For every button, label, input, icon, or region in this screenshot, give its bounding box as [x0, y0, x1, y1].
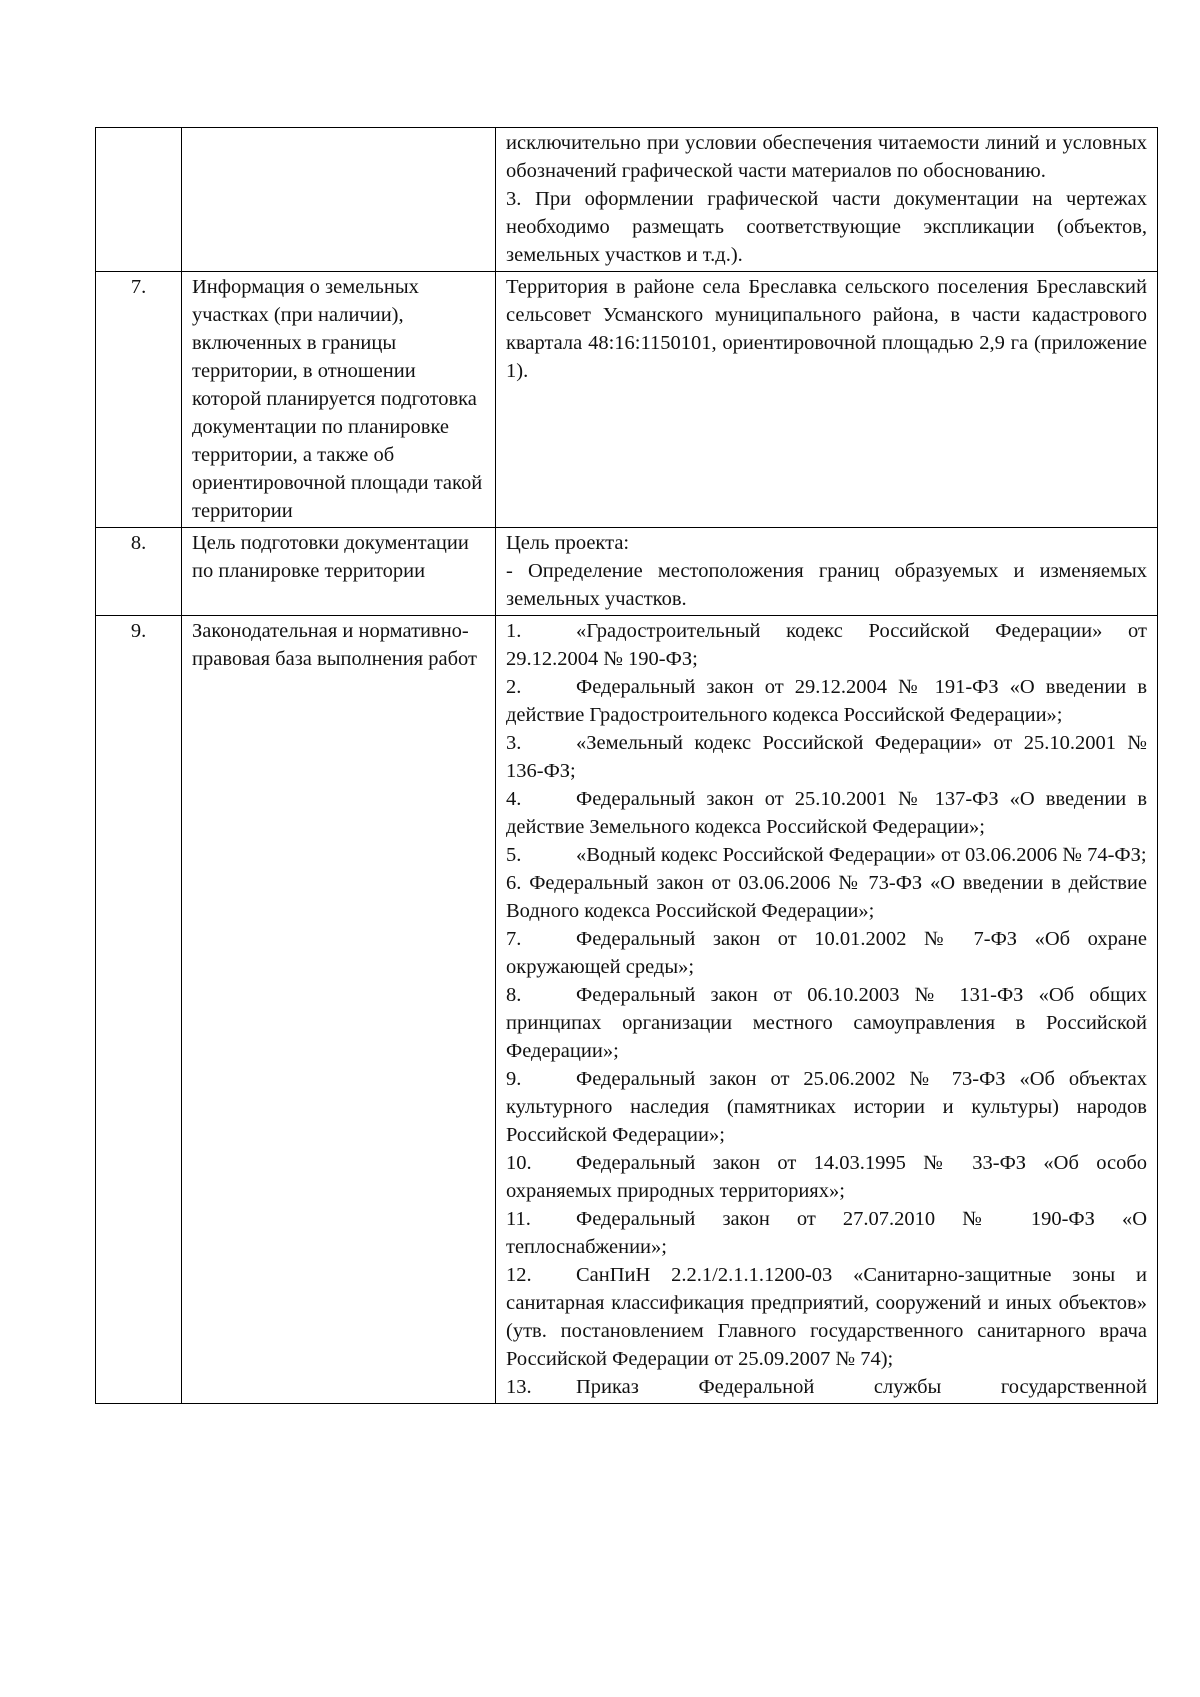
document-page	[95, 127, 1157, 1404]
law-item-text: Федеральный закон от 25.06.2002 № 73-ФЗ «Об объектах культурного наследия (памятниках истории и культуры) народов Российской Федерации»;	[506, 1068, 1147, 1146]
law-list-item	[506, 1065, 1147, 1149]
law-item-number: 10.	[506, 1152, 532, 1174]
law-item-number: 7.	[506, 928, 522, 950]
law-list-item	[506, 617, 1147, 673]
law-list-item	[506, 981, 1147, 1065]
law-item-text: Федеральный закон от 27.07.2010 № 190-ФЗ «О теплоснабжении»;	[506, 1208, 1147, 1258]
law-item-text: «Земельный кодекс Российской Федерации» от 25.10.2001 № 136-ФЗ;	[506, 732, 1147, 782]
law-list-item	[506, 1149, 1147, 1205]
law-list-item	[506, 841, 1147, 869]
law-item-number: 13.	[506, 1376, 532, 1398]
law-item-number: 2.	[506, 676, 522, 698]
row-content	[496, 272, 1158, 528]
law-item-text: 6. Федеральный закон от 03.06.2006 № 73-ФЗ «О введении в действие Водного кодекса Российской Федерации»;	[506, 872, 1147, 922]
row-number: 7.	[96, 272, 182, 528]
row-number: 9.	[96, 616, 182, 1404]
content-paragraph: 3. При оформлении графической части документации на чертежах необходимо размещать соответствующие экспликации (объектов, земельных участков и т.д.).	[506, 188, 1147, 266]
content-paragraph: - Определение местоположения границ образуемых и изменяемых земельных участков.	[506, 560, 1147, 610]
law-item-text: «Градостроительный кодекс Российской Федерации» от 29.12.2004 № 190-ФЗ;	[506, 620, 1147, 670]
law-list-item	[506, 869, 1147, 925]
table-body	[96, 128, 1158, 1404]
row-parameter	[182, 128, 496, 272]
law-item-number: 1.	[506, 620, 522, 642]
law-item-number: 3.	[506, 732, 522, 754]
table-row	[96, 128, 1158, 272]
law-item-text: Федеральный закон от 25.10.2001 № 137-ФЗ «О введении в действие Земельного кодекса Российской Федерации»;	[506, 788, 1147, 838]
law-item-text: СанПиН 2.2.1/2.1.1.1200-03 «Санитарно-защитные зоны и санитарная классификация предприятий, сооружений и иных объектов» (утв. постановлением Главного государственного санитарного врача Российской Федерации от 25.09.2007 № 74);	[506, 1264, 1147, 1370]
law-list-item	[506, 785, 1147, 841]
row-parameter: Цель подготовки документации по планировке территории	[182, 528, 496, 616]
law-list-item	[506, 729, 1147, 785]
law-list-item	[506, 1373, 1147, 1401]
law-item-number: 8.	[506, 984, 522, 1006]
law-item-number: 11.	[506, 1208, 531, 1230]
row-number: 8.	[96, 528, 182, 616]
law-item-text: Федеральный закон от 29.12.2004 № 191-ФЗ «О введении в действие Градостроительного кодекса Российской Федерации»;	[506, 676, 1147, 726]
content-paragraph: Территория в районе села Бреславка сельского поселения Бреславский сельсовет Усманского муниципального района, в части кадастрового квартала 48:16:1150101, ориентировочной площадью 2,9 га (приложение 1).	[506, 276, 1147, 382]
law-list	[496, 616, 1158, 1404]
law-item-number: 9.	[506, 1068, 522, 1090]
row-content	[496, 528, 1158, 616]
law-list-item	[506, 673, 1147, 729]
law-item-text: Федеральный закон от 10.01.2002 № 7-ФЗ «Об охране окружающей среды»;	[506, 928, 1147, 978]
row-parameter: Законодательная и нормативно-правовая база выполнения работ	[182, 616, 496, 1404]
law-item-text: Федеральный закон от 14.03.1995 № 33-ФЗ «Об особо охраняемых природных территориях»;	[506, 1152, 1147, 1202]
law-item-number: 5.	[506, 844, 522, 866]
law-list-item	[506, 1261, 1147, 1373]
content-paragraph: исключительно при условии обеспечения читаемости линий и условных обозначений графической части материалов по обоснованию.	[506, 132, 1147, 182]
table-row	[96, 272, 1158, 528]
law-list-item	[506, 1205, 1147, 1261]
table-row	[96, 528, 1158, 616]
row-content	[496, 128, 1158, 272]
law-list-item	[506, 925, 1147, 981]
law-item-number: 12.	[506, 1264, 532, 1286]
content-paragraph: Цель проекта:	[506, 532, 630, 554]
law-item-text: Федеральный закон от 06.10.2003 № 131-ФЗ «Об общих принципах организации местного самоуправления в Российской Федерации»;	[506, 984, 1147, 1062]
law-item-text: «Водный кодекс Российской Федерации» от 03.06.2006 № 74-ФЗ;	[576, 844, 1147, 866]
row-number	[96, 128, 182, 272]
law-item-text: Приказ Федеральной службы государственной	[576, 1376, 1147, 1398]
table-row	[96, 616, 1158, 1404]
law-item-number: 4.	[506, 788, 522, 810]
requirements-table	[95, 127, 1158, 1404]
row-parameter: Информация о земельных участках (при наличии), включенных в границы территории, в отношении которой планируется подготовка документации по планировке территории, а также об ориентировочной площади такой территории	[182, 272, 496, 528]
